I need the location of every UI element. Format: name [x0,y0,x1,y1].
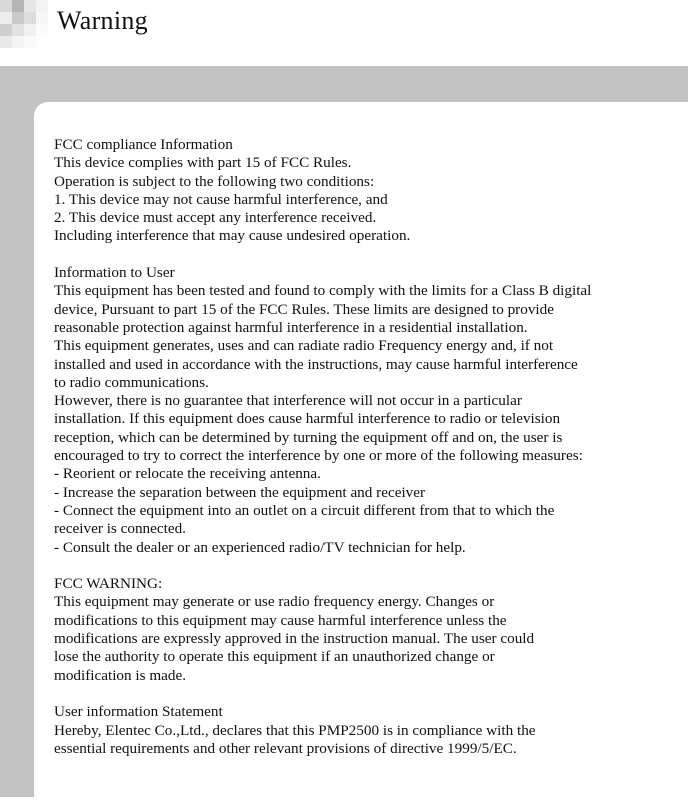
text-line: lose the authority to operate this equipment if an unauthorized change or [54,648,495,666]
user-information-statement-section [54,703,688,758]
text-line: reception, which can be determined by turning the equipment off and on, the user is [54,428,563,446]
document-body [54,136,688,776]
list-item: - Increase the separation between the equipment and receiver [54,483,426,501]
text-line: essential requirements and other relevant provisions of directive 1999/5/EC. [54,739,517,757]
text-line: installed and used in accordance with the instructions, may cause harmful interference [54,355,578,373]
section-heading: Information to User [54,264,175,282]
text-line: 2. This device must accept any interference received. [54,209,377,227]
text-line: This equipment may generate or use radio frequency energy. Changes or [54,593,495,611]
text-line: This equipment generates, uses and can radiate radio Frequency energy and, if not [54,337,554,355]
text-line: modifications to this equipment may cause harmful interference unless the [54,611,507,629]
mosaic-logo-icon [0,0,48,48]
text-line: Hereby, Elentec Co.,Ltd., declares that this PMP2500 is in compliance with the [54,721,536,739]
text-line: device, Pursuant to part 15 of the FCC Rules. These limits are designed to provide [54,300,554,318]
page-title: Warning [57,6,148,35]
section-heading: User information Statement [54,703,223,721]
text-line: Including interference that may cause undesired operation. [54,227,411,245]
text-line: This device complies with part 15 of FCC Rules. [54,154,352,172]
list-item: - Consult the dealer or an experienced radio/TV technician for help. [54,538,466,556]
section-heading: FCC WARNING: [54,575,163,593]
text-line: reasonable protection against harmful interference in a residential installation. [54,318,528,336]
list-item: - Reorient or relocate the receiving antenna. [54,465,321,483]
list-item: - Connect the equipment into an outlet on a circuit different from that to which the [54,501,555,519]
text-line: encouraged to try to correct the interference by one or more of the following measures: [54,447,583,465]
text-line: modification is made. [54,666,187,684]
information-to-user-section [54,264,688,557]
text-line: to radio communications. [54,373,209,391]
text-line: Operation is subject to the following two conditions: [54,172,375,190]
text-line: However, there is no guarantee that interference will not occur in a particular [54,392,522,410]
header [0,0,688,62]
text-line: installation. If this equipment does cause harmful interference to radio or television [54,410,561,428]
text-line: 1. This device may not cause harmful interference, and [54,190,388,208]
section-heading: FCC compliance Information [54,136,233,153]
text-line: receiver is connected. [54,520,186,538]
text-line: modifications are expressly approved in the instruction manual. The user could [54,630,535,648]
fcc-warning-section [54,575,688,685]
fcc-compliance-section [54,136,688,246]
text-line: This equipment has been tested and found to comply with the limits for a Class B digital [54,282,592,300]
